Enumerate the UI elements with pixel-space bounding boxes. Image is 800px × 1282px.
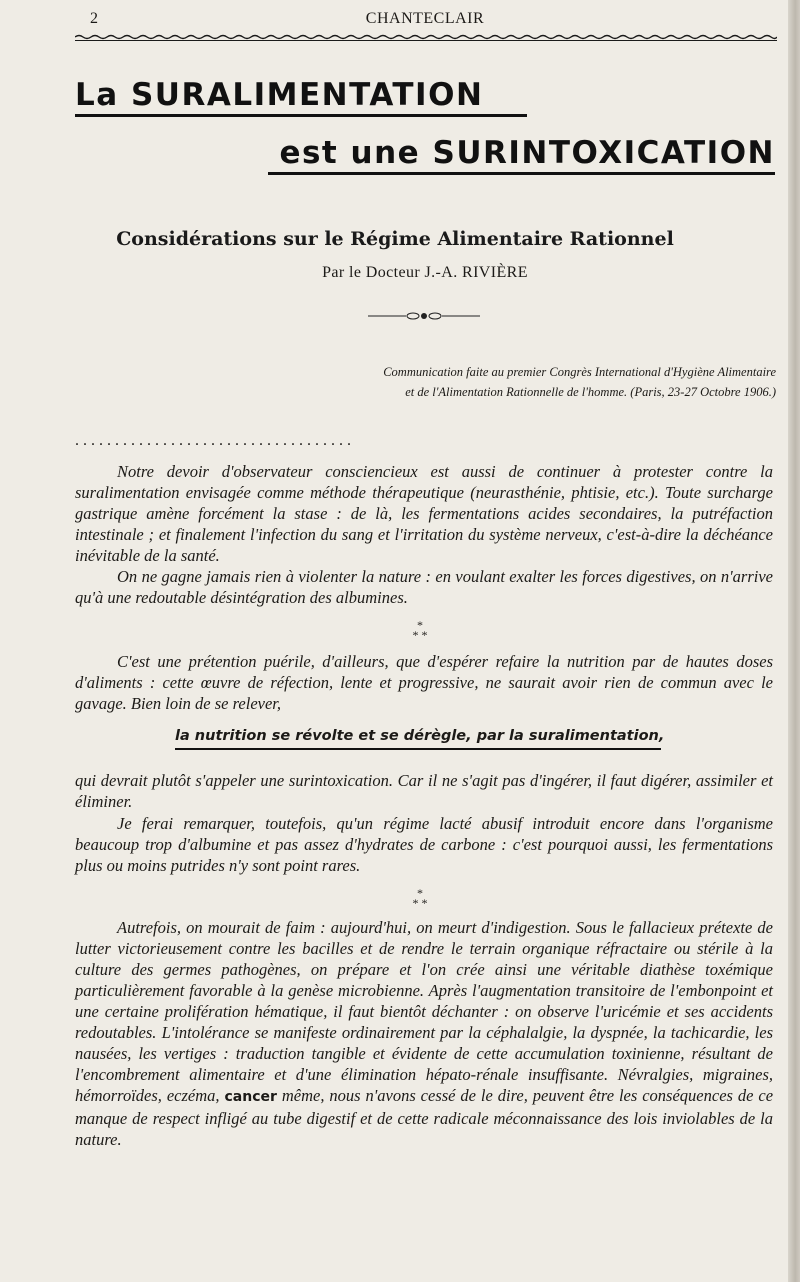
paragraph-3: C'est une prétention puérile, d'ailleurs, que d'espérer refaire la nutrition par de hautes doses d'aliments : cette œuvre de réfection, lente et progressive, ne saurait avoir rien de commun avec le gavage. Bien loin de se relever, (75, 652, 773, 713)
paragraph-6 (75, 917, 773, 1150)
header-wavy-rule (75, 34, 777, 42)
page-number: 2 (90, 10, 98, 27)
paragraph-2: On ne gagne jamais rien à violenter la nature : en voulant exalter les forces digestives, on n'arrive qu'à une redoutable désintégration des albumines. (75, 567, 773, 607)
paragraph-6-part-1: Autrefois, on mourait de faim : aujourd'hui, on meurt d'indigestion. Sous le fallacieux prétexte de lutter victorieusement contre les bacilles et de rendre le terrain organique réfractaire ou stérile à la culture des germes pathogènes, on prépare et l'on crée ainsi une véritable diathèse toxémique particulièrement favorable à la genèse microbienne. Après l'augmentation transitoire de l'embonpoint et une certaine prolifération hématique, il faut bientôt déchanter : on observe l'uricémie et ses accidents redoutables. L'intolérance se manifeste ordinairement par la céphalalgie, la dyspnée, la tachicardie, les nausées, les vertiges : traduction tangible et évidente de cette accumulation toxinienne, résultant de l'encombrement alimentaire et d'une élimination hépato-rénale insuffisante. Névralgies, migraines, hémorroïdes, eczéma, (75, 918, 773, 1105)
emphasis-callout: la nutrition se révolte et se dérègle, par la suralimentation, (175, 728, 661, 750)
asterism-1-bottom: * * (412, 628, 428, 642)
communication-note (110, 362, 776, 402)
binding-spine (788, 0, 800, 1282)
paragraph-6-cancer: cancer (224, 1089, 277, 1105)
asterism-2 (400, 888, 440, 908)
article-title-line-2: est une SURINTOXICATION (268, 134, 775, 175)
paragraph-4: qui devrait plutôt s'appeler une surintoxication. Car il ne s'agit pas d'ingérer, il faut digérer, assimiler et éliminer. (75, 771, 773, 811)
article-title-line-1: La SURALIMENTATION (75, 76, 527, 117)
journal-name: CHANTECLAIR (365, 10, 485, 27)
asterism-2-bottom: * * (412, 896, 428, 910)
paragraph-1: Notre devoir d'observateur consciencieux est aussi de continuer à protester contre la suralimentation envisagée comme méthode thérapeutique (neurasthénie, phtisie, etc.). Toute surcharge gastrique amène forcément la stase : de là, les fermentations acides secondaires, la putréfaction intestinale ; et finalement l'infection du sang et l'irritation du système nerveux, c'est-à-dire la déchéance inévitable de la santé. (75, 462, 773, 565)
communication-line-1: Communication faite au premier Congrès International d'Hygiène Alimentaire (383, 365, 776, 379)
communication-line-2: et de l'Alimentation Rationnelle de l'homme. (Paris, 23-27 Octobre 1906.) (405, 385, 776, 399)
asterism-2-top: * (417, 886, 423, 900)
paragraph-6-part-2: même, nous n'avons cessé de le dire, peuvent être les conséquences de ce manque de respect infligé au tube digestif et de cette radicale méconnaissance des lois inviolables de la nature. (75, 1086, 774, 1149)
running-head (75, 10, 775, 32)
asterism-1 (400, 620, 440, 640)
author-byline: Par le Docteur J.-A. RIVIÈRE (322, 264, 528, 281)
article-subtitle: Considérations sur le Régime Alimentaire Rationnel (116, 228, 674, 250)
dotted-leader: . . . . . . . . . . . . . . . . . . . . . . . . . . . . . . . . . . . (75, 432, 351, 449)
paragraph-5: Je ferai remarquer, toutefois, qu'un régime lacté abusif introduit encore dans l'organisme beaucoup trop d'albumine et pas assez d'hydrates de carbone : c'est pourquoi aussi, les fermentations plus ou moins putrides n'y sont point rares. (75, 814, 773, 875)
ornament-divider (368, 308, 480, 324)
asterism-1-top: * (417, 618, 423, 632)
